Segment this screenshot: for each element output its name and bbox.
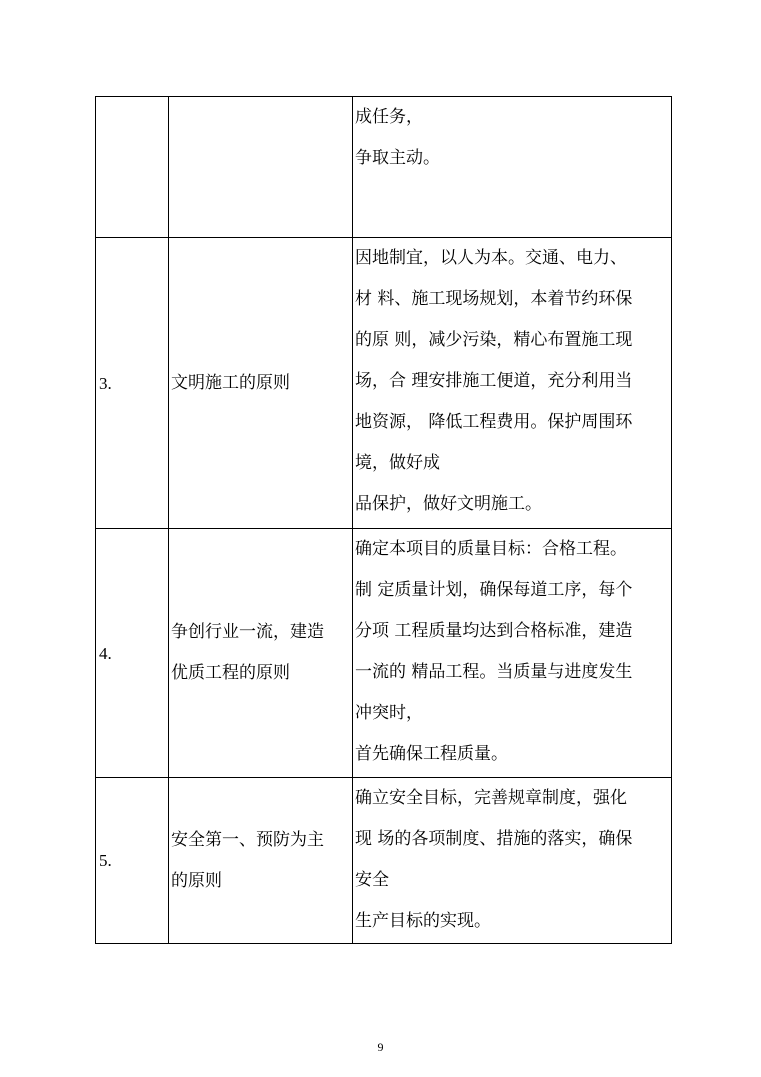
table-row xyxy=(96,238,672,529)
row-number: 3. xyxy=(96,238,169,529)
description-line: 一流的 精品工程。当质量与进度发生 xyxy=(355,662,633,682)
description-line: 确立安全目标，完善规章制度，强化 xyxy=(355,788,627,808)
description-line: 地资源， 降低工程费用。保护周围环 xyxy=(355,412,633,432)
table-row xyxy=(96,529,672,778)
description-line: 制 定质量计划，确保每道工序，每个 xyxy=(355,580,633,600)
description-line: 现 场的各项制度、措施的落实，确保 xyxy=(355,829,633,849)
description-line: 境，做好成 xyxy=(355,453,440,473)
description-line: 因地制宜，以人为本。交通、电力、 xyxy=(355,248,627,268)
description-line: 分项 工程质量均达到合格标准，建造 xyxy=(355,621,633,641)
description-line: 材 料、施工现场规划，本着节约环保 xyxy=(355,289,633,309)
principle-name xyxy=(169,529,353,778)
principle-description xyxy=(353,238,672,529)
principle-description xyxy=(353,778,672,944)
name-line: 的原则 xyxy=(171,870,222,891)
row-number: 5. xyxy=(96,778,169,944)
description-line: 成任务， xyxy=(355,107,423,127)
description-line: 安全 xyxy=(355,870,389,890)
row-number: 4. xyxy=(96,529,169,778)
principles-table xyxy=(95,96,672,944)
name-line: 文明施工的原则 xyxy=(171,372,290,393)
description-line: 的原 则，减少污染，精心布置施工现 xyxy=(355,330,633,350)
description-line: 争取主动。 xyxy=(355,148,440,168)
principle-name xyxy=(169,778,353,944)
table-row xyxy=(96,778,672,944)
principle-name xyxy=(169,97,353,238)
principle-description xyxy=(353,529,672,778)
page-number: 9 xyxy=(377,1040,384,1054)
name-line: 安全第一、预防为主 xyxy=(171,829,324,850)
row-number xyxy=(96,97,169,238)
description-line: 冲突时， xyxy=(355,703,423,723)
principle-name xyxy=(169,238,353,529)
description-line: 品保护，做好文明施工。 xyxy=(355,494,542,514)
name-line: 争创行业一流，建造 xyxy=(171,622,324,642)
description-line: 首先确保工程质量。 xyxy=(355,744,508,764)
principle-description xyxy=(353,97,672,238)
table-row xyxy=(96,97,672,238)
name-line: 优质工程的原则 xyxy=(171,663,290,683)
description-line: 场，合 理安排施工便道，充分利用当 xyxy=(355,371,633,391)
description-line: 生产目标的实现。 xyxy=(355,911,491,931)
description-line: 确定本项目的质量目标：合格工程。 xyxy=(355,539,627,559)
